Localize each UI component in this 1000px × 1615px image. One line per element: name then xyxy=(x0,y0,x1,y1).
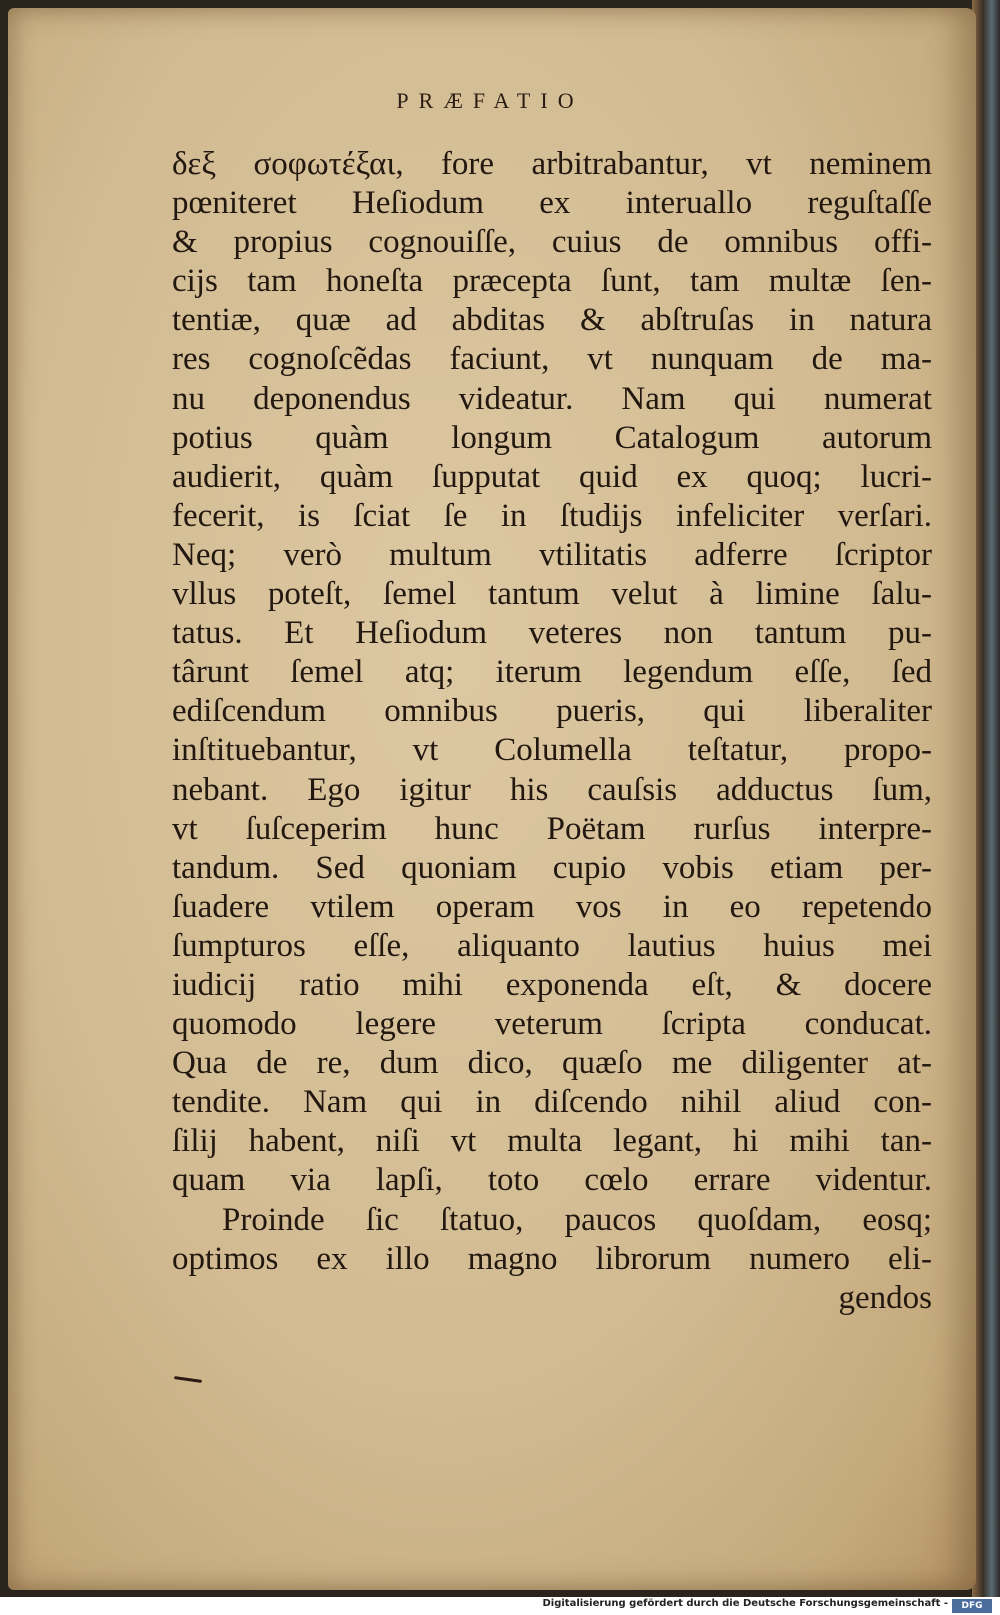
dfg-logo: DFG xyxy=(952,1599,992,1613)
text-line: & propius cognouiſſe, cuius de omnibus offi- xyxy=(172,224,932,261)
text-line: târunt ſemel atq; iterum legendum eſſe, ſed xyxy=(172,654,932,691)
text-line: ſuadere vtilem operam vos in eo repetendo xyxy=(172,888,932,925)
text-line: res cognoſcẽdas faciunt, vt nunquam de ma- xyxy=(172,341,932,378)
text-line: optimos ex illo magno librorum numero eli- xyxy=(172,1240,932,1277)
text-line: δεξ σοφωτέξαι, fore arbitrabantur, vt neminem xyxy=(172,146,932,182)
text-line: ſumpturos eſſe, aliquanto lautius huius mei xyxy=(172,927,932,964)
text-line: Neq; verò multum vtilitatis adferre ſcriptor xyxy=(172,536,932,573)
text-line: iudicij ratio mihi exponenda eſt, & docere xyxy=(172,966,932,1003)
body-text xyxy=(172,145,932,1318)
text-line: vt ſuſceperim hunc Poëtam rurſus interpre- xyxy=(172,810,932,847)
text-line: potius quàm longum Catalogum autorum xyxy=(172,419,932,456)
footer-credit: Digitalisierung gefördert durch die Deutsche Forschungsgemeinschaft - xyxy=(542,1598,948,1609)
text-line: ediſcendum omnibus pueris, qui liberaliter xyxy=(172,693,932,730)
text-line: audierit, quàm ſupputat quid ex quoq; lucri- xyxy=(172,458,932,495)
text-line: ſilij habent, niſi vt multa legant, hi mihi tan- xyxy=(172,1123,932,1160)
text-line: tandum. Sed quoniam cupio vobis etiam per- xyxy=(172,849,932,886)
text-line: cijs tam honeſta præcepta ſunt, tam multæ ſen- xyxy=(172,263,932,300)
text-line: Proinde ſic ſtatuo, paucos quoſdam, eosq; xyxy=(222,1201,932,1238)
text-line: pœniteret Heſiodum ex interuallo reguſtaſſe xyxy=(172,185,932,222)
text-line: tendite. Nam qui in diſcendo nihil aliud con- xyxy=(172,1084,932,1121)
book-fore-edge xyxy=(972,0,1000,1600)
text-line: tentiæ, quæ ad abditas & abſtruſas in natura xyxy=(172,302,932,339)
text-line: fecerit, is ſciat ſe in ſtudijs infeliciter verſari. xyxy=(172,497,932,534)
text-line: quam via lapſi, toto cœlo errare videntur. xyxy=(172,1162,932,1199)
text-line: nu deponendus videatur. Nam qui numerat xyxy=(172,380,932,417)
text-line: quomodo legere veterum ſcripta conducat. xyxy=(172,1006,932,1043)
text-line: Qua de re, dum dico, quæſo me diligenter at- xyxy=(172,1045,932,1082)
text-line: tatus. Et Heſiodum veteres non tantum pu- xyxy=(172,615,932,652)
running-head: PRÆFATIO xyxy=(396,88,584,113)
text-line: gendos xyxy=(838,1279,932,1316)
text-line: vllus poteſt, ſemel tantum velut à limine ſalu- xyxy=(172,576,932,613)
text-line: nebant. Ego igitur his cauſsis adductus ſum, xyxy=(172,771,932,808)
text-line: inſtituebantur, vt Columella teſtatur, propo- xyxy=(172,732,932,769)
